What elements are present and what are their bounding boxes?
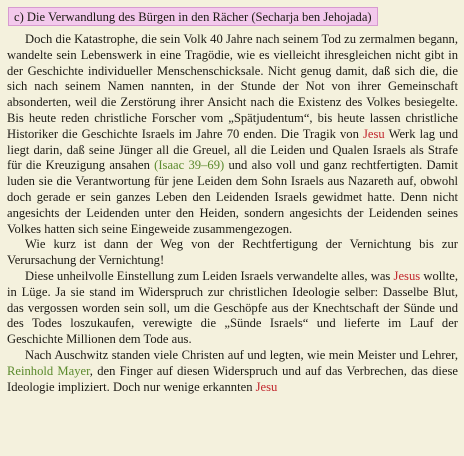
- text-run: Diese unheilvolle Einstellung zum Leiden Israels verwandelte alles, was: [25, 268, 394, 283]
- text-run: Nach Auschwitz standen viele Christen auf und legten, wie mein Meister und Lehrer,: [25, 347, 458, 362]
- name-reinhold-mayer-highlight: Reinhold Mayer: [7, 363, 90, 378]
- text-run: Werk lag und liegt darin, daß seine Jünger all die Greuel, all die Leiden und Qualen Israels als Strafe für die Kreuzigung ansahen: [7, 126, 459, 173]
- paragraph: [7, 269, 458, 348]
- paragraph: [7, 32, 458, 237]
- section-heading: c) Die Verwandlung des Bürgen in den Rächer (Secharja ben Jehojada): [8, 7, 378, 26]
- paragraph: [7, 237, 458, 269]
- reference-highlight: (Isaac 39–69): [154, 158, 225, 173]
- name-jesu-highlight: Jesu: [255, 379, 278, 394]
- text-run: , den Finger auf diesen Widerspruch und auf das Verbrechen, das diese Ideologie impliziert. Doch nur wenige erkannten: [7, 363, 458, 394]
- text-run: Doch die Katastrophe, die sein Volk 40 Jahre nach seinem Tod zu zermalmen begann, wandelte sein Lebenswerk in eine Tragödie, wie es vielleicht ihresgleichen nicht gibt in der Geschichte individueller Menschenschicksale. Nicht genug damit, daß sich die, die sich nach seinem Namen nannten, in der Stunde der Not von ihrer Gemeinschaft absonderten, weil die Zerstörung ihrer Ansicht nach die Existenz des Volkes besiegelte. Bis heute reden christliche Forscher vom „Spätjudentum“, bis heute lassen christliche Historiker die Geschichte Israels im Jahre 70 enden. Die Tragik von: [7, 32, 458, 141]
- paragraph: [7, 348, 458, 395]
- text-run: und also voll und ganz rechtfertigten. Damit luden sie die Verantwortung für jene Leiden dem Sohn Israels aus Nazareth auf, obwohl doch gerade er sein ganzes Leben den Leidenden Israels gewidmet hatte. Denn nicht angesichts der Leidenden unter den Heiden, sondern angesichts der Leidenden seines Volkes hatten sich seine Eingeweide zusammengezogen.: [7, 158, 458, 236]
- text-run: Wie kurz ist dann der Weg von der Rechtfertigung der Vernichtung bis zur Verursachung der Vernichtung!: [7, 237, 458, 268]
- name-jesu-highlight: Jesu: [363, 126, 385, 141]
- text-run: wollte, in Lüge. Ja sie stand im Widerspruch zur christlichen Ideologie selber: Dasselbe Blut, das vergossen worden sein soll, um die Geschöpfe aus der Knechtschaft der Sünde und des Todes loszukaufen, verewigte die „Sünde Israels“ und lieferte im Lauf der Geschichte Millionen dem Tode aus.: [7, 268, 458, 347]
- name-jesus-highlight: Jesus: [393, 268, 421, 283]
